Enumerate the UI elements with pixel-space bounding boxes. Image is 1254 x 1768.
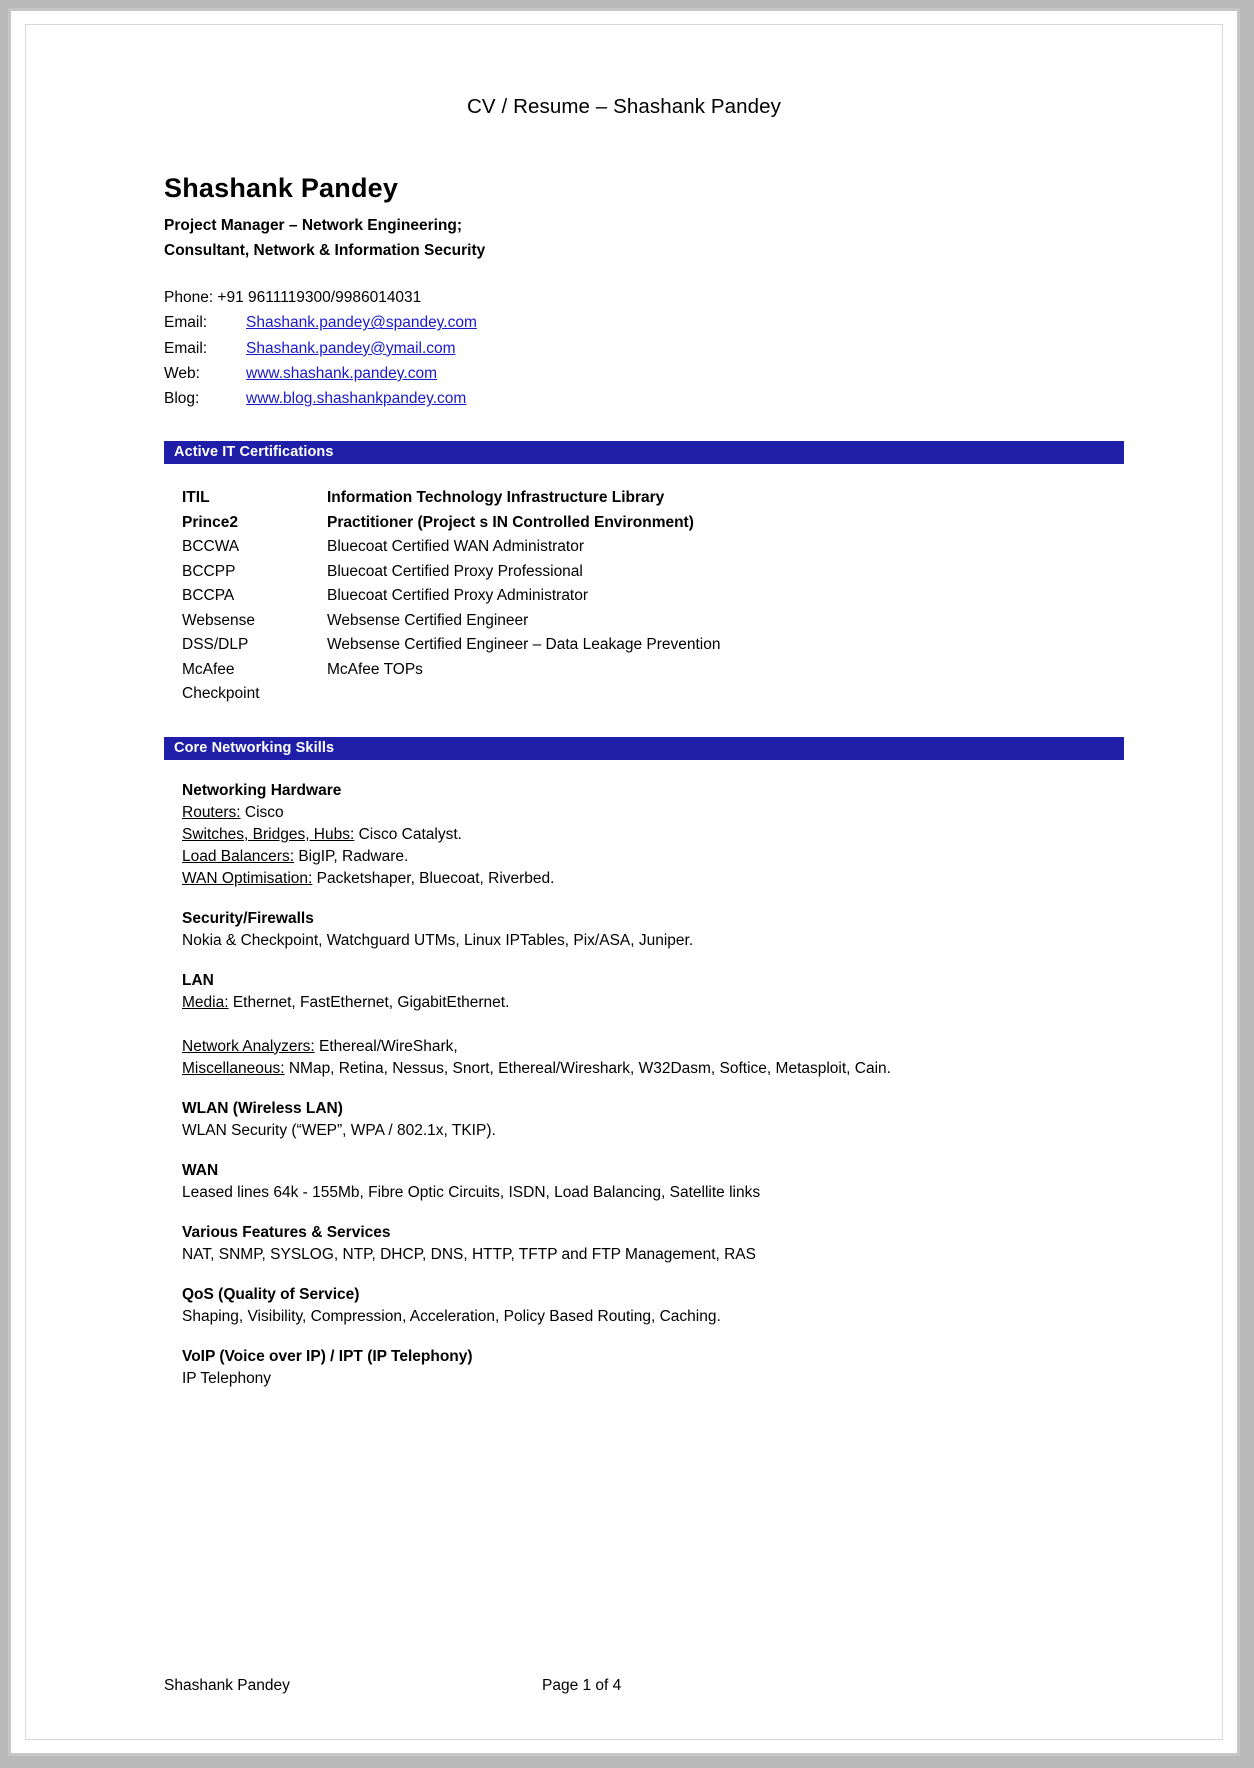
skill-line [182,802,1124,824]
skill-heading: Various Features & Services [182,1223,391,1241]
cert-value: Bluecoat Certified Proxy Professional [327,562,583,580]
contact-block [164,285,1124,411]
cert-key: BCCPA [182,587,235,605]
skill-block-networking-hardware [182,782,1124,890]
contact-label-email-1: Email: [164,314,208,332]
skill-line [182,1058,1124,1080]
contact-value-email-2[interactable]: Shashank.pandey@ymail.com [246,339,456,357]
cert-key: Websense [182,611,255,629]
skill-line [182,1036,1124,1058]
skill-block-wlan [182,1100,1124,1142]
contact-email-1 [164,310,1124,335]
skill-block-wan [182,1162,1124,1204]
cert-key: Checkpoint [182,685,260,703]
skill-line [182,992,1124,1014]
cert-value: Bluecoat Certified Proxy Administrator [327,587,589,605]
contact-value-web[interactable]: www.shashank.pandey.com [246,364,437,382]
skill-line-label: WAN Optimisation: [182,869,313,887]
skill-line [182,846,1124,868]
document-header-title: CV / Resume – Shashank Pandey [467,95,781,118]
skill-heading: Security/Firewalls [182,909,314,927]
contact-label-email-2: Email: [164,339,208,357]
section-header-core-networking-skills: Core Networking Skills [164,737,1124,760]
cert-key: Prince2 [182,513,239,531]
table-row [182,658,1124,682]
skill-line-text: Cisco [240,803,284,821]
table-row [182,511,1124,535]
skill-line-label: Switches, Bridges, Hubs: [182,825,355,843]
skill-line-label: Routers: [182,803,241,821]
job-subtitle-line-1: Project Manager – Network Engineering; [164,217,463,234]
contact-value-blog[interactable]: www.blog.shashankpandey.com [246,390,467,408]
skill-line [182,1306,1124,1328]
contact-label-blog: Blog: [164,390,200,408]
table-row [182,633,1124,657]
skill-line-text: NMap, Retina, Nessus, Snort, Ethereal/Wireshark, W32Dasm, Softice, Metasploit, Cain. [284,1059,891,1077]
skill-line-text: Shaping, Visibility, Compression, Acceleration, Policy Based Routing, Caching. [182,1307,721,1325]
skill-line [182,1244,1124,1266]
cert-value: Bluecoat Certified WAN Administrator [327,538,584,556]
cert-key: BCCPP [182,562,236,580]
skill-block-voip [182,1348,1124,1390]
skill-line-text: Leased lines 64k - 155Mb, Fibre Optic Circuits, ISDN, Load Balancing, Satellite links [182,1183,761,1201]
skill-line-text: Ethereal/WireShark, [314,1037,458,1055]
table-row [182,560,1124,584]
cert-value: McAfee TOPs [327,660,423,678]
footer-page-number: Page 1 of 4 [542,1677,622,1694]
job-subtitle-line-2: Consultant, Network & Information Security [164,242,486,260]
certifications-table [182,486,1124,706]
skill-line-text: IP Telephony [182,1369,272,1387]
job-subtitle [164,213,1124,263]
skill-line-text: Nokia & Checkpoint, Watchguard UTMs, Linux IPTables, Pix/ASA, Juniper. [182,931,694,949]
table-row [182,486,1124,510]
skill-line-text: Ethernet, FastEthernet, GigabitEthernet. [228,993,510,1011]
contact-blog [164,386,1124,411]
skill-line-text: NAT, SNMP, SYSLOG, NTP, DHCP, DNS, HTTP, TFTP and FTP Management, RAS [182,1245,756,1263]
skill-heading: LAN [182,971,214,989]
skill-heading: WAN [182,1161,219,1179]
skill-line-text: BigIP, Radware. [294,847,409,865]
skill-line-spacer [182,1014,1124,1036]
skill-line [182,1182,1124,1204]
resume-body [26,25,1222,1739]
table-row [182,682,1124,706]
table-row [182,584,1124,608]
page-border [8,8,1240,1756]
table-row [182,535,1124,559]
cert-key: DSS/DLP [182,636,249,654]
skill-heading: QoS (Quality of Service) [182,1285,360,1303]
cert-key: ITIL [182,489,210,507]
cert-value: Information Technology Infrastructure Library [327,489,665,507]
skill-line [182,1120,1124,1142]
cert-key: BCCWA [182,538,240,556]
contact-web [164,361,1124,386]
page-title: Shashank Pandey [164,173,399,203]
skill-line-text: Cisco Catalyst. [354,825,462,843]
cert-value: Websense Certified Engineer – Data Leakage Prevention [327,636,721,654]
footer-name: Shashank Pandey [164,1677,290,1694]
contact-email-2 [164,336,1124,361]
skill-line-text: WLAN Security (“WEP”, WPA / 802.1x, TKIP). [182,1121,496,1139]
cert-value: Practitioner (Project s IN Controlled Environment) [327,513,694,531]
skill-heading: VoIP (Voice over IP) / IPT (IP Telephony) [182,1347,473,1365]
contact-label-web: Web: [164,364,200,382]
skill-heading: WLAN (Wireless LAN) [182,1099,343,1117]
skill-block-features-services [182,1224,1124,1266]
skill-block-qos [182,1286,1124,1328]
skill-line-label: Load Balancers: [182,847,295,865]
skill-line [182,930,1124,952]
skill-heading: Networking Hardware [182,781,342,799]
contact-phone: Phone: +91 9611119300/9986014031 [164,289,422,307]
cert-value [327,682,1124,706]
skill-line [182,824,1124,846]
skill-line [182,1368,1124,1390]
skill-line-label: Media: [182,993,229,1011]
skill-line-label: Miscellaneous: [182,1059,285,1077]
skills-list [182,782,1124,1390]
contact-value-email-1[interactable]: Shashank.pandey@spandey.com [246,314,477,332]
skill-line-label: Network Analyzers: [182,1037,315,1055]
cert-value: Websense Certified Engineer [327,611,529,629]
skill-block-security-firewalls [182,910,1124,952]
skill-block-lan [182,972,1124,1080]
section-header-certifications: Active IT Certifications [164,441,1124,464]
cert-key: McAfee [182,660,235,678]
skill-line-text: Packetshaper, Bluecoat, Riverbed. [312,869,555,887]
resume-content [164,173,1124,1410]
document-page [25,24,1223,1740]
skill-line [182,868,1124,890]
table-row [182,609,1124,633]
